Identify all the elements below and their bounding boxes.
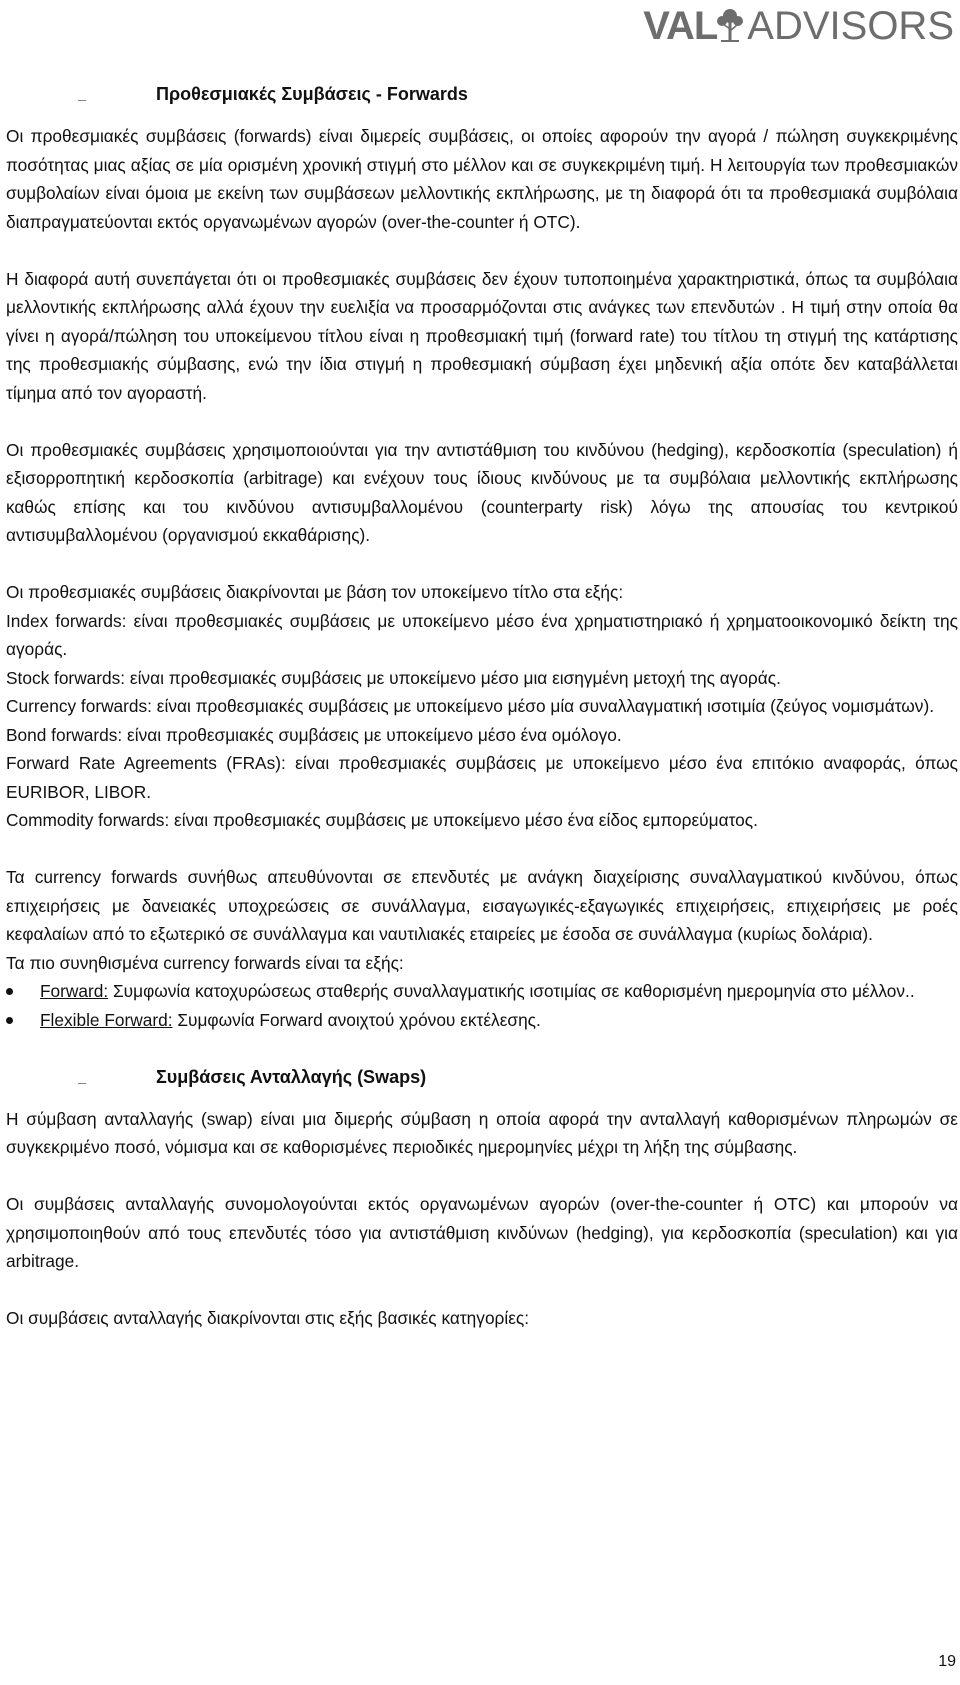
logo-text-advisors: ADVISORS [747, 4, 954, 48]
bullet-term: Forward: [40, 981, 109, 1001]
paragraph-swap-categories: Οι συμβάσεις ανταλλαγής διακρίνονται στις εξής βασικές κατηγορίες: [6, 1308, 530, 1328]
bullet-text: Συμφωνία κατοχυρώσεως σταθερής συναλλαγματικής ισοτιμίας σε καθορισμένη ημερομηνία στο μέλλον.. [108, 981, 915, 1001]
paragraph-swap-definition: Η σύμβαση ανταλλαγής (swap) είναι μια διμερής σύμβαση η οποία αφορά την ανταλλαγή καθορισμένων πληρωμών σε συγκεκριμένο ποσό, νόμισμα και σε καθορισμένες περιοδικές ημερομηνίες μέχρι τη λήξη της σύμβασης. [6, 1108, 958, 1157]
paragraph-forwards-difference: Η διαφορά αυτή συνεπάγεται ότι οι προθεσμιακές συμβάσεις δεν έχουν τυποποιημένα χαρακτηριστικά, όπως τα συμβόλαια μελλοντικής εκπλήρωσης αλλά έχουν την ευελιξία να προσαρμόζονται στις ανάγκες των επενδυτών . Η τιμή στην οποία θα γίνει η αγορά/πώληση του υποκείμενου τίτλου είναι η προθεσμιακή τιμή (forward rate) του τίτλου τη στιγμή της κατάρτισης της προθεσμιακής σύμβασης, ενώ την ίδια στιγμή η προθεσμιακή σύμβαση έχει μηδενική αξία οπότε δεν καταβάλλεται τίμημα από τον αγοραστή. [6, 268, 958, 403]
paragraph-currency-forwards: Τα currency forwards συνήθως απευθύνονται σε επενδυτές με ανάγκη διαχείρισης συναλλαγματικού κινδύνου, όπως επιχειρήσεις με δανειακές υποχρεώσεις σε συνάλλαγμα, εισαγωγικές-εξαγωγικές επιχειρήσεις, επιχειρήσεις με ροές κεφαλαίων από το εξωτερικό σε συνάλλαγμα και ναυτιλιακές εταιρείες με έσοδα σε συνάλλαγμα (κυρίως δολάρια). [6, 867, 958, 944]
list-item [6, 977, 958, 1006]
company-logo [643, 4, 954, 49]
forward-type-currency: Currency forwards: είναι προθεσμιακές συμβάσεις με υποκείμενο μέσο μία συναλλαγματική ισοτιμία (ζεύγος νομισμάτων). [6, 696, 934, 716]
paragraph-forwards-uses: Οι προθεσμιακές συμβάσεις χρησιμοποιούνται για την αντιστάθμιση του κινδύνου (hedging), κερδοσκοπία (speculation) ή εξισορροπητική κερδοσκοπία (arbitrage) και ενέχουν τους ίδιους κινδύνους με τα συμβόλαια μελλοντικής εκπλήρωσης καθώς επίσης και του κινδύνου αντισυμβαλλομένου (counterparty risk) λόγω της απουσίας του κεντρικού αντισυμβαλλομένου (οργανισμού εκκαθάρισης). [6, 439, 958, 545]
currency-forwards-list [6, 977, 958, 1034]
paragraph-forwards-definition: Οι προθεσμιακές συμβάσεις (forwards) είναι διμερείς συμβάσεις, οι οποίες αφορούν την αγορά / πώληση συγκεκριμένης ποσότητας μιας αξίας σε μία ορισμένη χρονική στιγμή στο μέλλον και σε συγκεκριμένη τιμή. Η λειτουργία των προθεσμιακών συμβολαίων είναι όμοια με εκείνη των συμβάσεων μελλοντικής εκπλήρωσης, με τη διαφορά ότι τα προθεσμιακά συμβόλαια διαπραγματεύονται εκτός οργανωμένων αγορών (over-the-counter ή OTC). [6, 126, 958, 232]
section-heading-forwards [6, 80, 958, 108]
heading-marker [78, 1083, 86, 1084]
forward-type-index: Index forwards: είναι προθεσμιακές συμβάσεις με υποκείμενο μέσο ένα χρηματιστηριακό ή χρηματοοικονομικό δείκτη της αγοράς. [6, 610, 958, 659]
bullet-term: Flexible Forward: [40, 1009, 173, 1030]
section-title-forwards: Προθεσμιακές Συμβάσεις - Forwards [156, 84, 468, 104]
forward-type-bond: Bond forwards: είναι προθεσμιακές συμβάσεις με υποκείμενο μέσο ένα ομόλογο. [6, 724, 622, 745]
section-heading-swaps [6, 1063, 958, 1091]
heading-marker [78, 100, 86, 101]
tree-icon [715, 7, 745, 43]
logo-text-val: VAL [643, 4, 718, 48]
forward-type-stock: Stock forwards: είναι προθεσμιακές συμβάσεις με υποκείμενο μέσο μια εισηγμένη μετοχή της αγοράς. [6, 667, 781, 688]
bullet-text: Συμφωνία Forward ανοιχτού χρόνου εκτέλεσης. [172, 1009, 541, 1030]
paragraph-swap-otc: Οι συμβάσεις ανταλλαγής συνομολογούνται εκτός οργανωμένων αγορών (over-the-counter ή OTC) και μπορούν να χρησιμοποιηθούν από τους επενδυτές τόσο για αντιστάθμιση κινδύνων (hedging), για κερδοσκοπία (speculation) και για arbitrage. [6, 1194, 958, 1271]
paragraph-forwards-types-intro: Οι προθεσμιακές συμβάσεις διακρίνονται με βάση τον υποκείμενο τίτλο στα εξής: [6, 582, 624, 602]
section-title-swaps: Συμβάσεις Ανταλλαγής (Swaps) [156, 1066, 427, 1087]
paragraph-common-forwards-intro: Τα πιο συνηθισμένα currency forwards είναι τα εξής: [6, 952, 404, 973]
list-item [6, 1006, 958, 1035]
forward-type-commodity: Commodity forwards: είναι προθεσμιακές συμβάσεις με υποκείμενο μέσο ένα είδος εμπορεύματος. [6, 810, 758, 830]
document-body [6, 80, 958, 1333]
page-number: 19 [938, 1653, 956, 1670]
forward-type-fra: Forward Rate Agreements (FRAs): είναι προθεσμιακές συμβάσεις με υποκείμενο μέσο ένα επιτόκιο αναφοράς, όπως EURIBOR, LIBOR. [6, 753, 958, 802]
